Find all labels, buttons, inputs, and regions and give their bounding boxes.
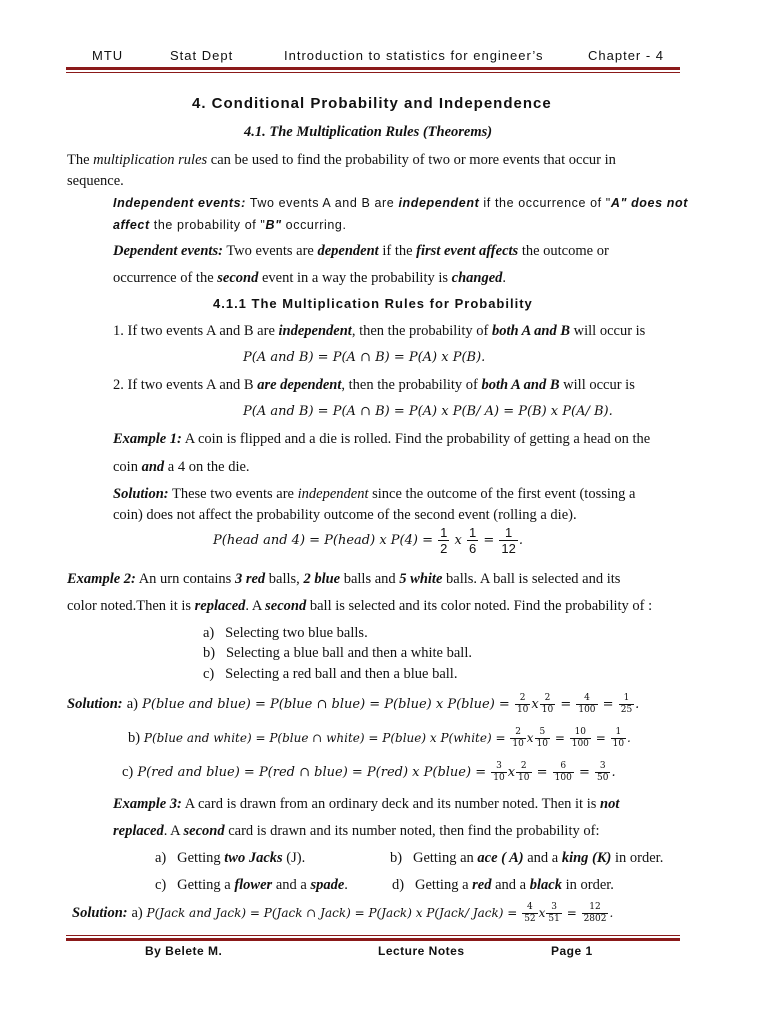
independent-events-line-2: affect the probability of "B" occurring.: [113, 218, 347, 232]
example-1-line-2: coin and a 4 on the die.: [113, 459, 250, 475]
section-heading-4-1: 4.1. The Multiplication Rules (Theorems): [244, 124, 493, 140]
section-heading-4-1-1: 4.1.1 The Multiplication Rules for Probability: [213, 296, 533, 311]
header-chapter: Chapter - 4: [588, 48, 665, 63]
example-2-item-a: a) Selecting two blue balls.: [203, 625, 368, 641]
solution-2a: Solution: a) P(blue and blue) = P(blue ∩ blue) = P(blue) x P(blue) = $\frac{2}{10}$ x $\frac{2}{10}$ = $\frac{4}{100}$ = $\frac{1}{25}$ .: [67, 693, 640, 715]
solution-1-line-2: coin) does not affect the probability outcome of the second event (rolling a die).: [113, 507, 577, 523]
fraction: $\frac{3}{10}$: [493, 761, 505, 783]
fraction: $\frac{4}{52}$: [524, 902, 536, 924]
header-university: MTU: [92, 48, 124, 63]
fraction: $\frac{6}{100}$: [554, 761, 572, 783]
intro-line-1: The multiplication rules can be used to find the probability of two or more events that occur in: [67, 152, 616, 168]
fraction: $\frac{10}{100}$: [571, 727, 589, 749]
footer-notes: Lecture Notes: [378, 944, 465, 958]
example-3-item-b: b) Getting an ace ( A) and a king (K) in order.: [390, 850, 664, 866]
fraction: $\frac{1}{2}$: [440, 525, 448, 556]
footer-author: By Belete M.: [145, 944, 223, 958]
header-department: Stat Dept: [170, 48, 234, 63]
fraction: $\frac{12}{2802}$: [583, 902, 607, 924]
header-course: Introduction to statistics for engineer’s: [284, 48, 544, 63]
solution-2c: c) P(red and blue) = P(red ∩ blue) = P(red) x P(blue) = $\frac{3}{10}$ x $\frac{2}{10}$ = $\frac{6}{100}$ = $\frac{3}{50}$ .: [122, 761, 616, 783]
fraction: $\frac{3}{50}$: [597, 761, 609, 783]
independent-events-line-1: Independent events: Two events A and B are independent if the occurrence of "A" does not: [113, 196, 688, 210]
fraction: $\frac{2}{10}$: [541, 693, 554, 715]
fraction: $\frac{4}{100}$: [578, 693, 596, 715]
page-title: 4. Conditional Probability and Independence: [192, 95, 552, 112]
example-2-item-b: b) Selecting a blue ball and then a white ball.: [203, 645, 472, 661]
example-1-line-1: Example 1: A coin is flipped and a die is rolled. Find the probability of getting a head on the: [113, 431, 651, 447]
example-3-item-c: c) Getting a flower and a spade.: [155, 877, 348, 893]
rule-1-text: 1. If two events A and B are independent, then the probability of both A and B will occur is: [113, 323, 646, 339]
fraction: $\frac{1}{6}$: [468, 525, 477, 556]
header-rule: [66, 67, 680, 70]
example-2-item-c: c) Selecting a red ball and then a blue ball.: [203, 666, 458, 682]
intro-line-2: sequence.: [67, 173, 124, 189]
example-2-line-1: Example 2: An urn contains 3 red balls, 2 blue balls and 5 white balls. A ball is selected and its: [67, 571, 621, 587]
rule-2-text: 2. If two events A and B are dependent, then the probability of both A and B will occur is: [113, 377, 635, 393]
fraction: $\frac{5}{10}$: [536, 727, 549, 749]
fraction: $\frac{2}{10}$: [516, 693, 529, 715]
fraction: $\frac{1}{10}$: [612, 727, 625, 749]
example-3-line-2: replaced. A second card is drawn and its number noted, then find the probability of:: [113, 823, 600, 839]
fraction: $\frac{2}{10}$: [518, 761, 530, 783]
rule-2-formula: P(A and B) = P(A ∩ B) = P(A) x P(B/ A) = P(B) x P(A/ B).: [243, 404, 613, 419]
dependent-events-line-2: occurrence of the second event in a way the probability is changed.: [113, 270, 507, 286]
footer-rule: [66, 938, 680, 941]
footer-rule-thin: [66, 935, 680, 936]
example-3-line-1: Example 3: A card is drawn from an ordinary deck and its number noted. Then it is not: [113, 796, 620, 812]
solution-1-formula: P(head and 4) = P(head) x P(4) = $\frac{1}{2}$ x $\frac{1}{6}$ = $\frac{1}{12}$ .: [213, 525, 524, 556]
dependent-events-line-1: Dependent events: Two events are dependent if the first event affects the outcome or: [113, 243, 609, 259]
solution-2b: b) P(blue and white) = P(blue ∩ white) = P(blue) x P(white) = $\frac{2}{10}$ x $\frac{5}{10}$ = $\frac{10}{100}$ = $\frac{1}{10}$ .: [128, 727, 631, 749]
header-rule-thin: [66, 72, 680, 73]
rule-1-formula: P(A and B) = P(A ∩ B) = P(A) x P(B).: [243, 350, 486, 365]
fraction: $\frac{3}{51}$: [548, 902, 560, 924]
fraction: $\frac{2}{10}$: [512, 727, 524, 749]
footer-page-number: Page 1: [551, 944, 593, 958]
example-2-line-2: color noted.Then it is replaced. A second ball is selected and its color noted. Find the probability of :: [67, 598, 653, 614]
fraction: $\frac{1}{25}$: [620, 693, 633, 715]
fraction: $\frac{1}{12}$: [501, 525, 516, 556]
solution-1-line-1: Solution: These two events are independent since the outcome of the first event (tossing a: [113, 486, 636, 502]
solution-3a: Solution: a) P(Jack and Jack) = P(Jack ∩ Jack) = P(Jack) x P(Jack/ Jack) = $\frac{4}{52}$ x $\frac{3}{51}$ = $\frac{12}{2802}$ .: [72, 902, 614, 924]
example-3-item-a: a) Getting two Jacks (J).: [155, 850, 306, 866]
example-3-item-d: d) Getting a red and a black in order.: [392, 877, 614, 893]
